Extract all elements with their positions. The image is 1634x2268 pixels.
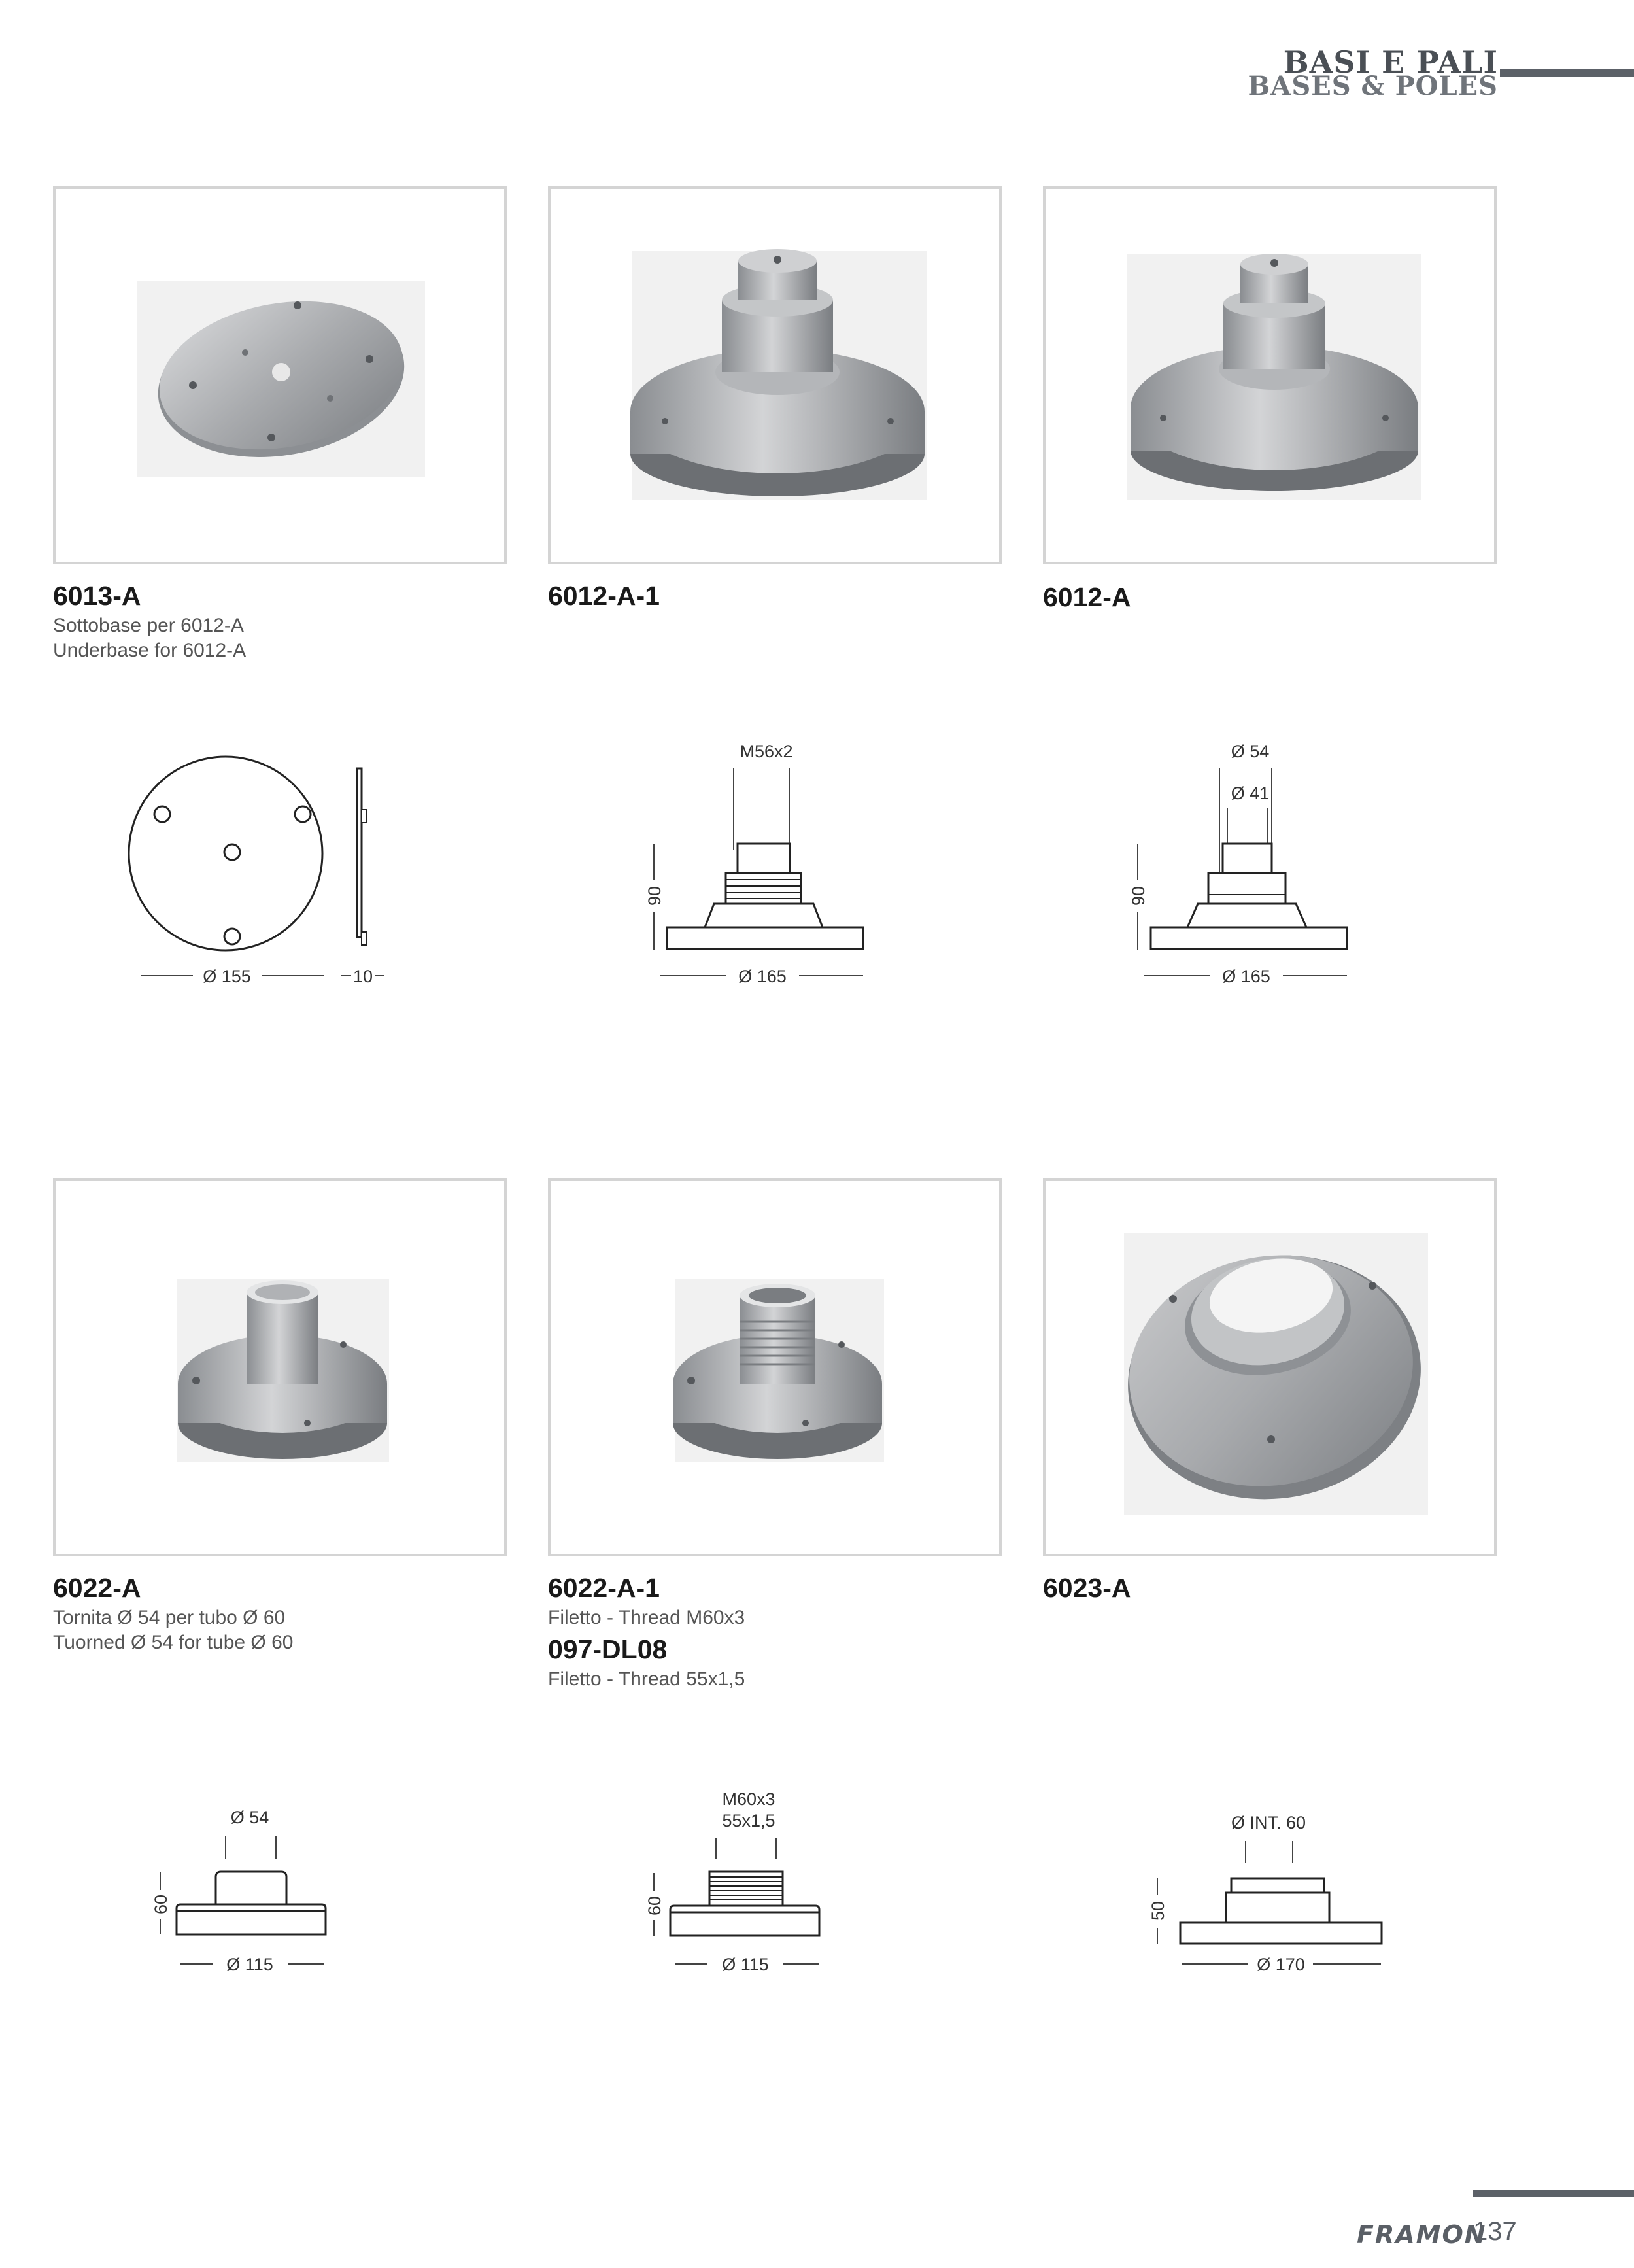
product-photo-6022-A — [53, 1178, 507, 1556]
dim-height: 50 — [1148, 1900, 1168, 1921]
dim-height: 90 — [645, 885, 664, 906]
product-photo-6022-A-1 — [548, 1178, 1002, 1556]
technical-drawing-6012-A-1 — [641, 739, 876, 988]
dim-top-diameter-inner: Ø 41 — [1231, 783, 1270, 803]
dim-diameter: Ø 155 — [203, 967, 251, 986]
dim-thread: M56x2 — [740, 742, 793, 761]
product-desc: Filetto - Thread M60x3 — [548, 1607, 745, 1628]
page-number: 137 — [1473, 2217, 1517, 2246]
product-code: 6022-A-1 — [548, 1573, 660, 1603]
header-title-it: BASI E PALI — [1283, 44, 1498, 80]
product-photo-6012-A — [1043, 186, 1497, 564]
product-code: 6022-A — [53, 1573, 141, 1603]
brand-logo: FRAMON — [1357, 2220, 1487, 2249]
technical-drawing-6022-A — [137, 1798, 340, 1995]
header-bar — [1500, 69, 1634, 77]
dim-height: 60 — [151, 1894, 171, 1915]
page-header — [1176, 44, 1634, 103]
dim-diameter: Ø 165 — [1222, 967, 1270, 986]
dim-diameter: Ø 165 — [738, 967, 787, 986]
dim-height: 60 — [645, 1895, 664, 1916]
technical-drawing-6023-A — [1138, 1798, 1399, 1995]
dim-diameter: Ø 115 — [722, 1955, 769, 1974]
product-desc-it: Sottobase per 6012-A — [53, 615, 244, 636]
product-desc-en: Underbase for 6012-A — [53, 640, 247, 661]
product-code: 6023-A — [1043, 1573, 1131, 1603]
product-desc-en: Tuorned Ø 54 for tube Ø 60 — [53, 1632, 294, 1653]
product-photo-6023-A — [1043, 1178, 1497, 1556]
dim-height: 90 — [1129, 885, 1148, 906]
technical-drawing-6013-A — [118, 732, 412, 994]
product-code: 6012-A-1 — [548, 581, 660, 611]
product-code: 6012-A — [1043, 582, 1131, 612]
technical-drawing-6022-A-1 — [638, 1785, 840, 1995]
dim-top-diameter-outer: Ø 54 — [1231, 742, 1270, 761]
product-code-secondary: 097-DL08 — [548, 1634, 668, 1664]
dim-top-diameter: Ø 54 — [230, 1808, 269, 1827]
dim-top-diameter: Ø INT. 60 — [1231, 1813, 1306, 1832]
product-desc-it: Tornita Ø 54 per tubo Ø 60 — [53, 1607, 286, 1628]
product-photo-6013-A — [53, 186, 507, 564]
dim-thread-2: 55x1,5 — [722, 1811, 775, 1830]
product-photo-6012-A-1 — [548, 186, 1002, 564]
dim-thread-1: M60x3 — [722, 1789, 775, 1809]
footer-bar — [1473, 2190, 1634, 2197]
product-desc-secondary: Filetto - Thread 55x1,5 — [548, 1668, 745, 1690]
dim-diameter: Ø 115 — [226, 1955, 273, 1974]
dim-diameter: Ø 170 — [1257, 1955, 1305, 1974]
header-title-en: BASES & POLES — [1248, 71, 1498, 101]
technical-drawing-6012-A — [1125, 739, 1360, 988]
product-code: 6013-A — [53, 581, 141, 611]
dim-thickness: 10 — [352, 967, 373, 986]
